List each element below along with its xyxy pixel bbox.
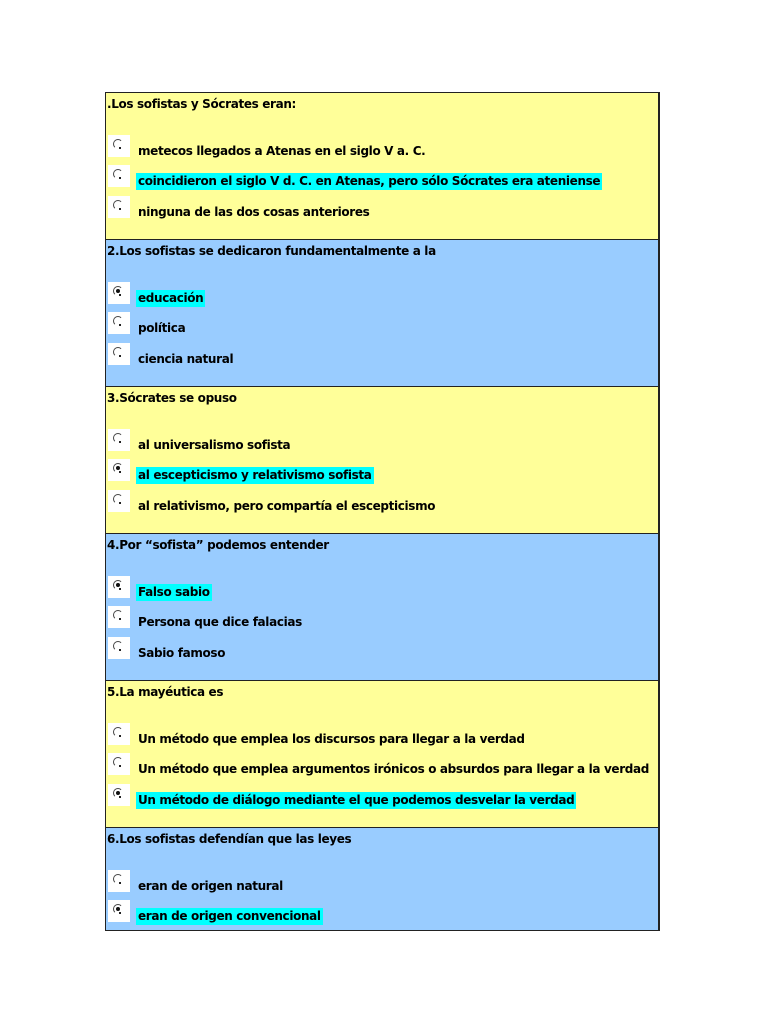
answer-label: Un método que emplea los discursos para llegar a la verdad: [138, 732, 525, 746]
radio-button-icon[interactable]: [108, 723, 130, 745]
radio-button-icon[interactable]: [108, 429, 130, 451]
answer-option[interactable]: [106, 637, 658, 663]
answer-label: al relativismo, pero compartía el escepticismo: [138, 499, 436, 513]
question-block-6: [106, 828, 658, 930]
radio-button-icon[interactable]: [108, 459, 130, 481]
answer-label: educación: [138, 291, 204, 305]
question-block-2: [106, 240, 658, 387]
answer-option[interactable]: [106, 312, 658, 338]
question-text: 4.Por “sofista” podemos entender: [107, 538, 329, 552]
answer-label: Falso sabio: [138, 585, 210, 599]
question-block-4: [106, 534, 658, 681]
question-text: 6.Los sofistas defendían que las leyes: [107, 832, 352, 846]
answer-option[interactable]: [106, 429, 658, 455]
question-block-5: [106, 681, 658, 828]
radio-button-icon[interactable]: [108, 637, 130, 659]
radio-button-icon[interactable]: [108, 606, 130, 628]
radio-button-icon[interactable]: [108, 343, 130, 365]
answer-option[interactable]: [106, 196, 658, 222]
radio-button-icon[interactable]: [108, 312, 130, 334]
answer-option[interactable]: [106, 135, 658, 161]
radio-button-icon[interactable]: [108, 135, 130, 157]
radio-button-icon[interactable]: [108, 490, 130, 512]
answer-option[interactable]: [106, 282, 658, 308]
radio-button-icon[interactable]: [108, 282, 130, 304]
answer-option[interactable]: [106, 723, 658, 749]
answer-option[interactable]: [106, 753, 658, 779]
answer-label: eran de origen convencional: [138, 909, 321, 923]
answer-label: Sabio famoso: [138, 646, 226, 660]
radio-selected-dot-icon: [116, 791, 120, 795]
answer-label: eran de origen natural: [138, 879, 283, 893]
radio-selected-dot-icon: [116, 289, 120, 293]
answer-option[interactable]: [106, 490, 658, 516]
radio-button-icon[interactable]: [108, 165, 130, 187]
answer-option[interactable]: [106, 576, 658, 602]
answer-option[interactable]: [106, 606, 658, 632]
radio-button-icon[interactable]: [108, 784, 130, 806]
answer-option[interactable]: [106, 870, 658, 896]
question-block-3: [106, 387, 658, 534]
answer-label: Persona que dice falacias: [138, 615, 302, 629]
answer-option[interactable]: [106, 784, 658, 810]
question-text: 5.La mayéutica es: [107, 685, 224, 699]
radio-button-icon[interactable]: [108, 753, 130, 775]
answer-label: al universalismo sofista: [138, 438, 291, 452]
radio-selected-dot-icon: [116, 466, 120, 470]
answer-label: Un método de diálogo mediante el que podemos desvelar la verdad: [138, 793, 575, 807]
answer-label: al escepticismo y relativismo sofista: [138, 468, 372, 482]
radio-button-icon[interactable]: [108, 870, 130, 892]
radio-button-icon[interactable]: [108, 900, 130, 922]
answer-label: ciencia natural: [138, 352, 234, 366]
answer-label: ninguna de las dos cosas anteriores: [138, 205, 370, 219]
question-text: 3.Sócrates se opuso: [107, 391, 237, 405]
radio-selected-dot-icon: [116, 907, 120, 911]
question-text: .Los sofistas y Sócrates eran:: [107, 97, 296, 111]
answer-option[interactable]: [106, 900, 658, 926]
answer-option[interactable]: [106, 343, 658, 369]
answer-label: Un método que emplea argumentos irónicos o absurdos para llegar a la verdad: [138, 762, 650, 776]
answer-label: política: [138, 321, 186, 335]
question-block-1: [106, 93, 658, 240]
answer-option[interactable]: [106, 165, 658, 191]
answer-label: metecos llegados a Atenas en el siglo V a. C.: [138, 144, 426, 158]
radio-button-icon[interactable]: [108, 576, 130, 598]
answer-label: coincidieron el siglo V d. C. en Atenas, pero sólo Sócrates era ateniense: [138, 174, 601, 188]
answer-option[interactable]: [106, 459, 658, 485]
quiz-table: [105, 92, 660, 931]
radio-selected-dot-icon: [116, 583, 120, 587]
radio-button-icon[interactable]: [108, 196, 130, 218]
question-text: 2.Los sofistas se dedicaron fundamentalmente a la: [107, 244, 436, 258]
